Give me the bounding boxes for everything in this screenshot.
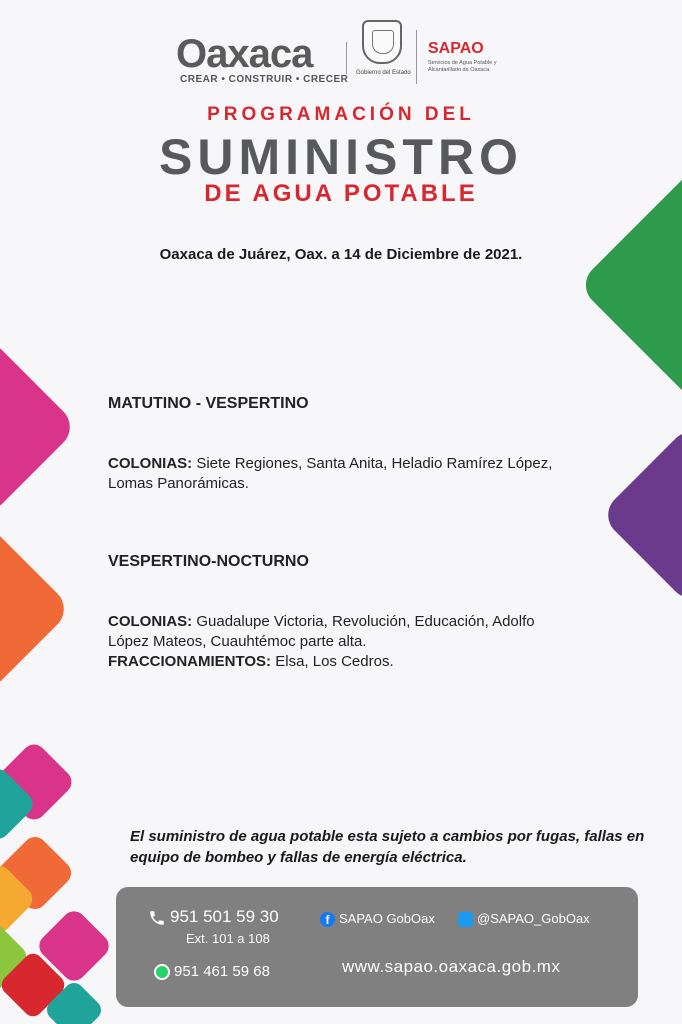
contact-box (116, 887, 638, 1007)
colonias-text: Siete Regiones, Santa Anita, Heladio Ramírez López, Lomas Panorámicas. (108, 455, 553, 492)
colonias-block-2 (108, 612, 538, 652)
colonias-label: COLONIAS: (108, 613, 193, 630)
website-link[interactable]: www.sapao.oaxaca.gob.mx (342, 957, 561, 976)
title-line-2: SUMINISTRO (159, 129, 523, 185)
magenta-diamond (0, 335, 79, 519)
twitter-icon (458, 912, 473, 927)
oaxaca-logo (176, 32, 349, 86)
title-line-3: DE AGUA POTABLE (204, 180, 478, 207)
colonias-text: Guadalupe Victoria, Revolución, Educación, Adolfo López Mateos, Cuauhtémoc parte alta. (108, 613, 535, 650)
oaxaca-tagline: CREAR • CONSTRUIR • CRECER (180, 74, 349, 85)
fraccionamientos-label: FRACCIONAMIENTOS: (108, 653, 272, 670)
state-shield-icon (362, 20, 402, 64)
oaxaca-logo-word: Oaxaca (176, 32, 313, 76)
purple-diamond (599, 423, 682, 607)
whatsapp-icon (154, 964, 170, 980)
title-line-1: PROGRAMACIÓN DEL (207, 104, 475, 125)
whatsapp-contact[interactable] (154, 963, 270, 980)
sapao-logo (428, 40, 518, 74)
orange-diamond (0, 517, 73, 701)
sapao-subtitle: Servicios de Agua Potable y Alcantarillado de Oaxaca (428, 60, 497, 73)
fraccionamientos-block (108, 652, 608, 672)
shift-heading-2: VESPERTINO-NOCTURNO (108, 553, 309, 570)
logo-separator (346, 42, 347, 74)
phone-icon (148, 909, 166, 927)
phone-extension: Ext. 101 a 108 (186, 931, 270, 946)
facebook-icon: f (320, 912, 335, 927)
facebook-link[interactable] (320, 911, 435, 927)
sapao-title: SAPAO (428, 40, 484, 57)
shift-heading-1: MATUTINO - VESPERTINO (108, 395, 309, 412)
phone-contact[interactable] (148, 907, 279, 927)
colonias-label: COLONIAS: (108, 455, 193, 472)
colonias-block-1 (108, 454, 598, 494)
twitter-handle: @SAPAO_GobOax (477, 911, 590, 926)
disclaimer-notice: El suministro de agua potable esta sujeto a cambios por fugas, fallas en equipo de bombeo y fallas de energía eléctrica. (130, 828, 645, 866)
twitter-link[interactable] (458, 911, 590, 927)
logo-separator-2 (416, 30, 417, 84)
gobierno-logo (356, 20, 411, 84)
whatsapp-number: 951 461 59 68 (174, 963, 270, 980)
date-line: Oaxaca de Juárez, Oax. a 14 de Diciembre de 2021. (159, 246, 523, 263)
phone-number: 951 501 59 30 (170, 907, 279, 926)
facebook-handle: SAPAO GobOax (339, 911, 435, 926)
fraccionamientos-text: Elsa, Los Cedros. (275, 653, 394, 670)
gobierno-text: Gobierno del Estado (356, 70, 411, 76)
